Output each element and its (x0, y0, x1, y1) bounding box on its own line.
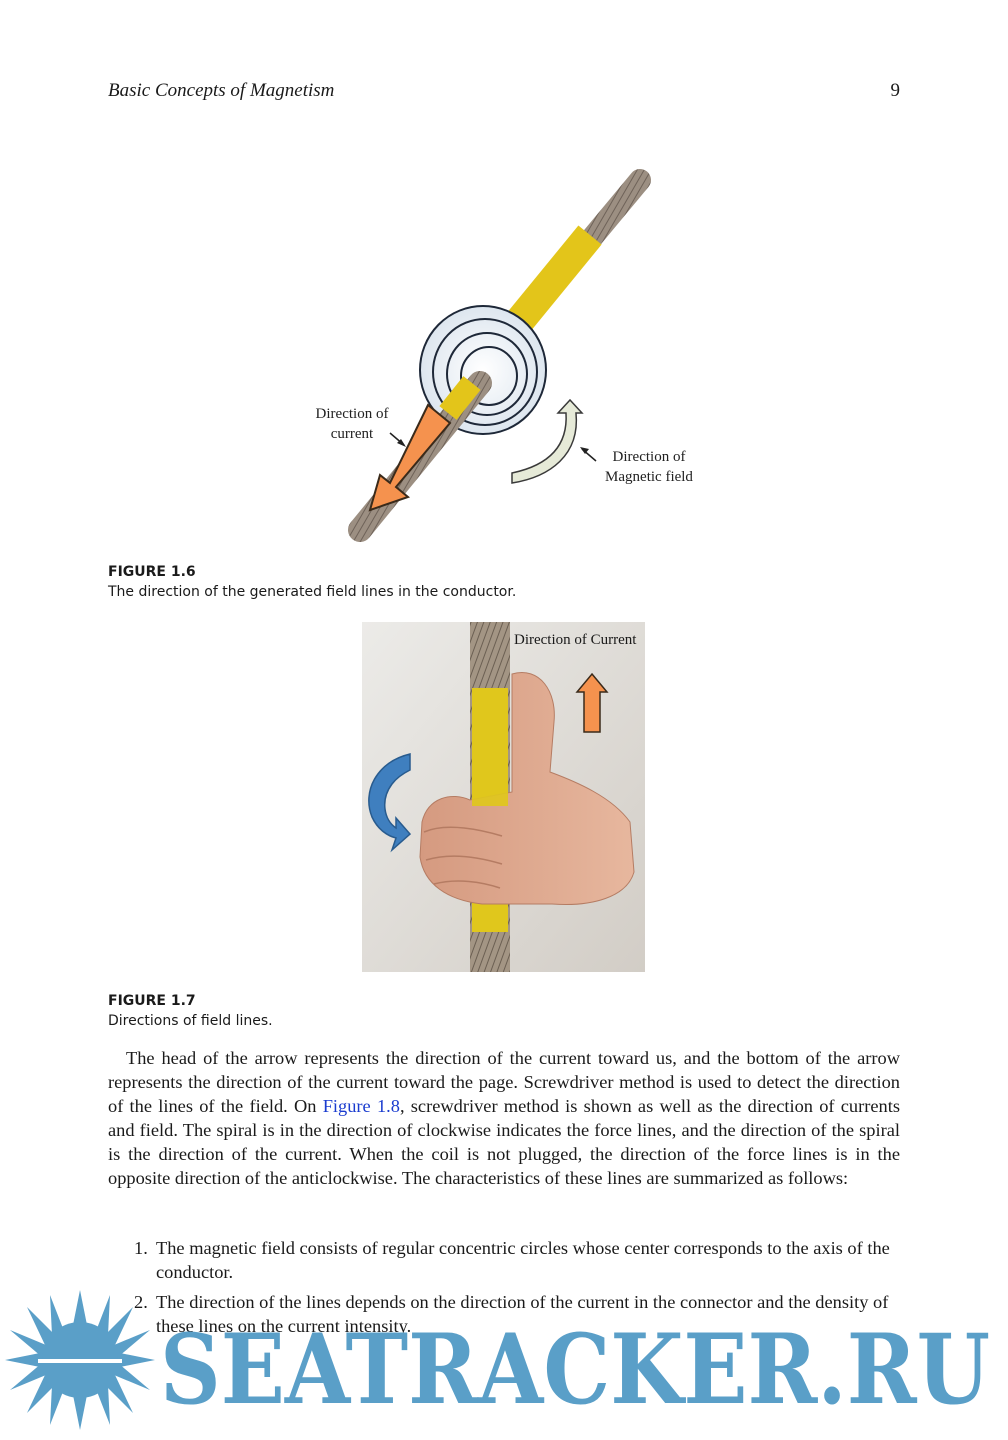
list-number: 2. (134, 1292, 148, 1312)
body-paragraph (108, 1046, 900, 1190)
field-label-line1: Direction of (612, 449, 686, 465)
list-number: 1. (134, 1238, 148, 1258)
field-label-line2: Magnetic field (605, 469, 693, 485)
photo-direction-label: Direction of Current (514, 632, 637, 648)
sun-logo-icon (5, 1290, 155, 1430)
watermark-text: SEATRACKER.RU (160, 1313, 990, 1426)
watermark (0, 1285, 1008, 1440)
list-text: The direction of the lines depends on the direction of the current in the connector and the density of these lines on the current intensity. (156, 1292, 889, 1336)
current-label-line2: current (330, 426, 374, 442)
figure-1-7-photo (362, 622, 645, 972)
figure-1-7-label: FIGURE 1.7 (108, 993, 196, 1009)
figure-1-8-link[interactable]: Figure 1.8 (322, 1096, 400, 1116)
current-label-line1: Direction of (315, 406, 389, 422)
paragraph-text-start: The head of the arrow represents the direction of the current toward us, and the bottom of the arrow represents the direction of the current toward the page. Screwdriver method is used to detect the direction of the lines of the field. On (108, 1048, 900, 1116)
running-title: Basic Concepts of Magnetism (108, 80, 335, 101)
list-text: The magnetic field consists of regular concentric circles whose center corresponds to the axis of the conductor. (156, 1238, 890, 1282)
list-item (108, 1236, 900, 1284)
figure-1-6-label: FIGURE 1.6 (108, 564, 196, 580)
figure-1-7-caption: Directions of field lines. (108, 1013, 273, 1029)
paragraph-text-end: , screwdriver method is shown as well as the direction of currents and field. The spiral is in the direction of clockwise indicates the force lines, and the direction of the spiral is the direction of the current. When the coil is not plugged, the direction of the force lines is in the opposite direction of the anticlockwise. The characteristics of these lines are summarized as follows: (108, 1096, 900, 1188)
figure-1-6-illustration (300, 165, 720, 545)
figure-1-6-caption: The direction of the generated field lines in the conductor. (108, 584, 517, 600)
page-number: 9 (890, 80, 900, 101)
